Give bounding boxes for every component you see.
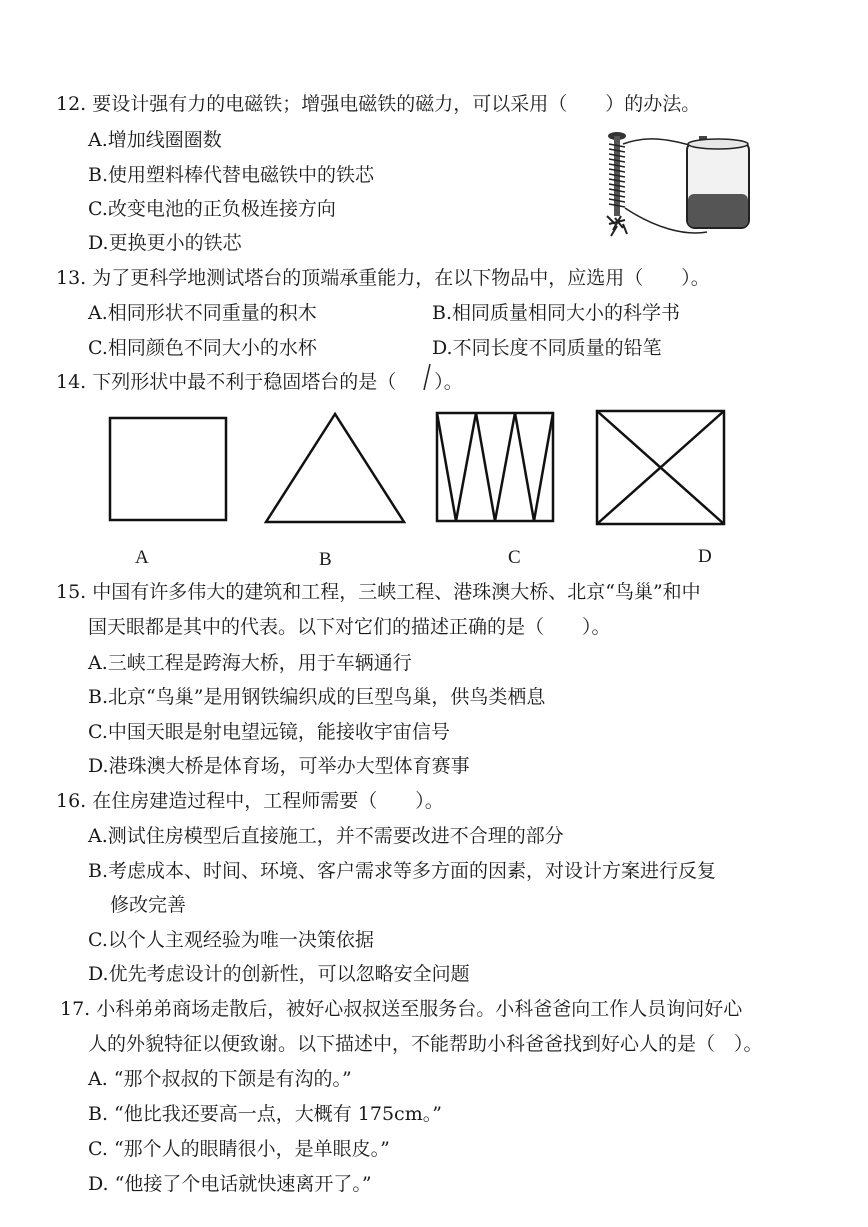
q16-option-b-line2: 修改完善 (110, 894, 187, 916)
q17-option-b: B. “他比我还要高一点，大概有 175cm。” (88, 1103, 442, 1125)
q16-option-b-line1: B.考虑成本、时间、环境、客户需求等多方面的因素，对设计方案进行反复 (88, 860, 717, 882)
shape-label-d: D (698, 546, 712, 567)
shape-b-triangle (262, 410, 408, 526)
shape-label-a: A (135, 547, 149, 568)
attached-pins (607, 216, 627, 236)
q15-stem-line2: 国天眼都是其中的代表。以下对它们的描述正确的是（ ）。 (88, 616, 611, 638)
q13-option-b: B.相同质量相同大小的科学书 (432, 302, 681, 324)
q15-option-a: A.三峡工程是跨海大桥，用于车辆通行 (88, 652, 412, 674)
q17-stem-line1: 17. 小科弟弟商场走散后，被好心叔叔送至服务台。小科爸爸向工作人员询问好心 (60, 998, 743, 1020)
shape-d-crossed-square (594, 408, 728, 528)
q14-stem: 14. 下列形状中最不利于稳固塔台的是（ ）。 (56, 371, 463, 393)
q17-option-d: D. “他接了个电话就快速离开了。” (88, 1173, 372, 1195)
q15-option-d: D.港珠澳大桥是体育场，可举办大型体育赛事 (88, 755, 470, 777)
q15-stem-line1: 15. 中国有许多伟大的建筑和工程，三峡工程、港珠澳大桥、北京“鸟巢”和中 (56, 581, 701, 603)
q17-option-c: C. “那个人的眼睛很小，是单眼皮。” (88, 1138, 390, 1160)
q15-option-c: C.中国天眼是射电望远镜，能接收宇宙信号 (88, 721, 450, 743)
q13-stem: 13. 为了更科学地测试塔台的顶端承重能力，在以下物品中，应选用（ ）。 (56, 267, 710, 289)
q16-stem: 16. 在住房建造过程中，工程师需要（ ）。 (56, 790, 444, 812)
q12-stem: 12. 要设计强有力的电磁铁；增强电磁铁的磁力，可以采用（ ）的办法。 (56, 93, 701, 115)
handwritten-stroke (418, 362, 438, 394)
shape-label-b: B (319, 549, 332, 570)
q12-option-c: C.改变电池的正负极连接方向 (88, 198, 336, 220)
battery-label-band (688, 194, 748, 227)
shape-c-zigzag-square (434, 410, 558, 526)
electromagnet-illustration (595, 128, 755, 240)
wire-top (623, 139, 693, 146)
shape-a-square (108, 416, 230, 524)
q17-option-a: A. “那个叔叔的下颌是有沟的。” (88, 1068, 352, 1090)
q13-option-c: C.相同颜色不同大小的水杯 (88, 337, 317, 359)
q16-option-c: C.以个人主观经验为唯一决策依据 (88, 929, 374, 951)
q13-option-d: D.不同长度不同质量的铅笔 (432, 337, 662, 359)
q12-option-d: D.更换更小的铁芯 (88, 232, 242, 254)
q15-option-b: B.北京“鸟巢”是用钢铁编织成的巨型鸟巢，供鸟类栖息 (88, 686, 546, 708)
q12-option-a: A.增加线圈圈数 (88, 129, 222, 151)
shape-label-c: C (508, 547, 521, 568)
q17-stem-line2: 人的外貌特征以便致谢。以下描述中，不能帮助小科爸爸找到好心人的是（ ）。 (88, 1033, 763, 1055)
q13-option-a: A.相同形状不同重量的积木 (88, 302, 317, 324)
q16-option-d: D.优先考虑设计的创新性，可以忽略安全问题 (88, 963, 470, 985)
q16-option-a: A.测试住房模型后直接施工，并不需要改进不合理的部分 (88, 825, 564, 847)
q12-option-b: B.使用塑料棒代替电磁铁中的铁芯 (88, 164, 375, 186)
